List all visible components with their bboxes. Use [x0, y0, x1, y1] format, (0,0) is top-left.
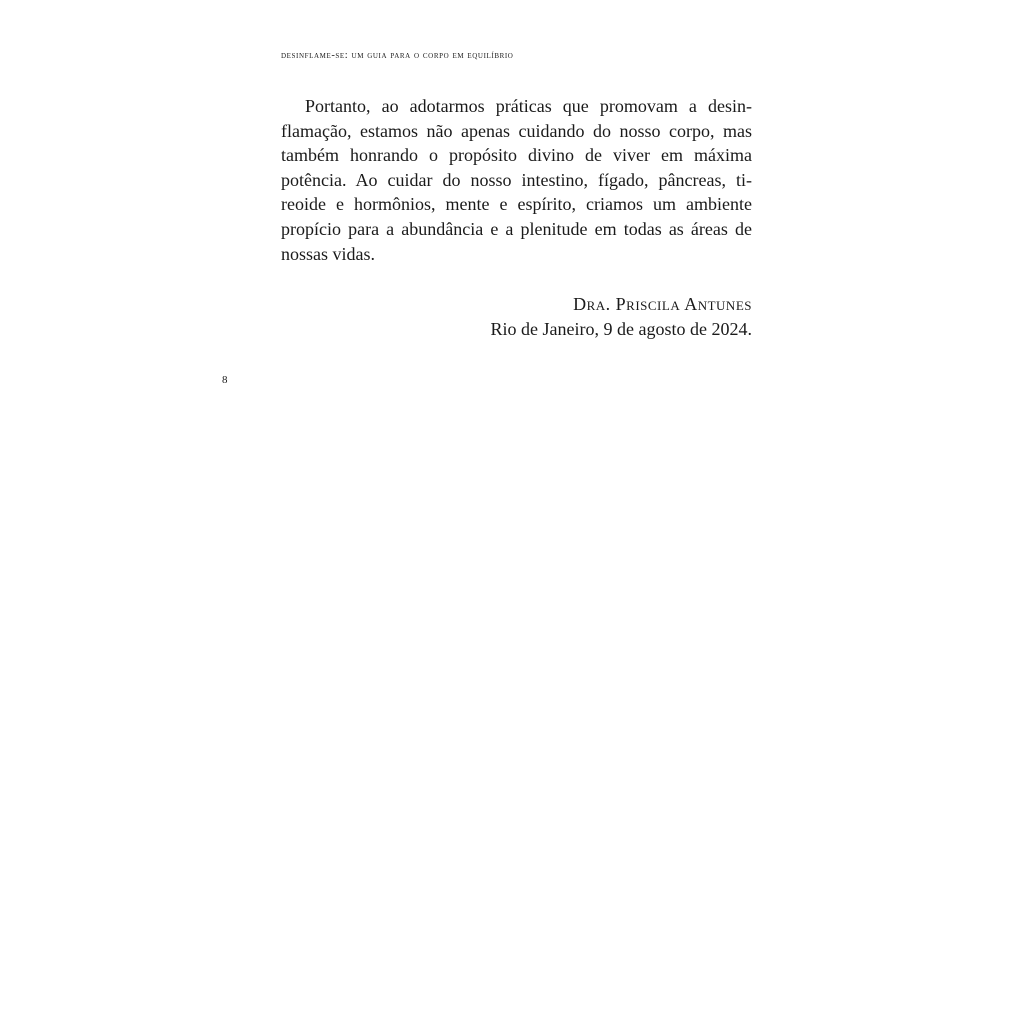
paragraph-line: Portanto, ao adotarmos práticas que promovam a desin-	[305, 96, 752, 116]
place-date: Rio de Janeiro, 9 de agosto de 2024.	[490, 319, 752, 339]
paragraph-line: também honrando o propósito divino de viver em máxima	[281, 145, 752, 166]
paragraph-line: potência. Ao cuidar do nosso intestino, fígado, pâncreas, ti-	[281, 169, 752, 190]
author-name: Dra. Priscila Antunes	[573, 294, 752, 314]
paragraph-line: reoide e hormônios, mente e espírito, criamos um ambiente	[281, 194, 752, 215]
running-head: desinflame-se: um guia para o corpo em equilíbrio	[281, 50, 514, 61]
page-number: 8	[222, 374, 228, 386]
body-paragraph	[281, 94, 752, 266]
signature-block	[491, 292, 752, 342]
paragraph-line: flamação, estamos não apenas cuidando do nosso corpo, mas	[281, 120, 752, 141]
paragraph-line: nossas vidas.	[281, 243, 375, 264]
paragraph-line: propício para a abundância e a plenitude em todas as áreas de	[281, 218, 752, 239]
